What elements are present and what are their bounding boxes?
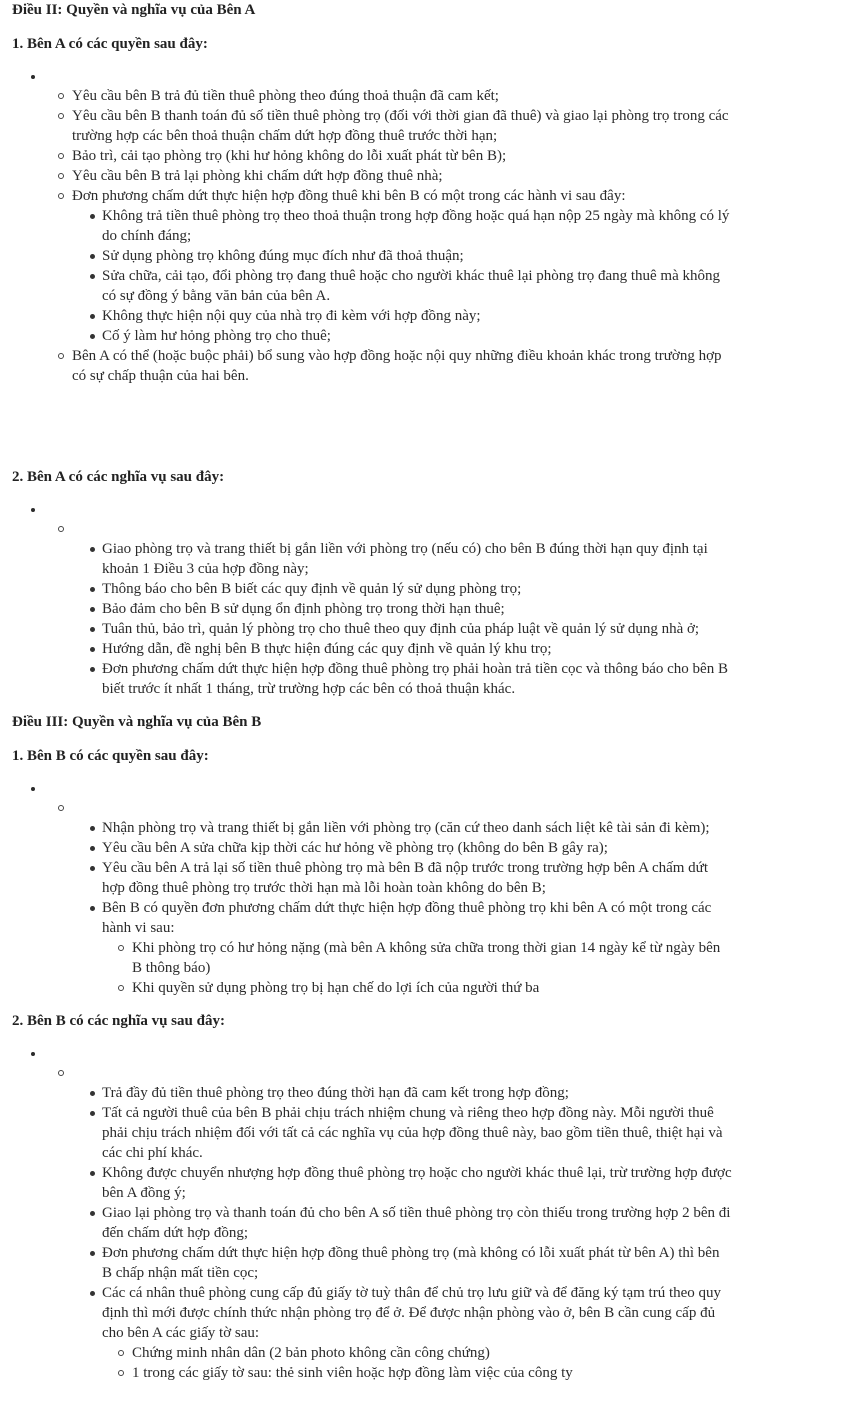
list-item	[12, 1063, 732, 1083]
list-item: Chứng minh nhân dân (2 bản photo không cần công chứng)	[12, 1343, 732, 1363]
list-item: Thông báo cho bên B biết các quy định về quản lý sử dụng phòng trọ;	[12, 579, 732, 599]
list-item: 1 trong các giấy tờ sau: thẻ sinh viên hoặc hợp đồng làm việc của công ty	[12, 1363, 732, 1383]
bullet-icon	[90, 1251, 95, 1256]
circle-bullet-icon	[118, 1350, 124, 1356]
bullet-icon	[90, 607, 95, 612]
list-item: Sử dụng phòng trọ không đúng mục đích như đã thoả thuận;	[12, 246, 732, 266]
circle-bullet-icon	[58, 353, 64, 359]
list-item: Hướng dẫn, đề nghị bên B thực hiện đúng các quy định về quản lý khu trọ;	[12, 639, 732, 659]
bullet-icon	[90, 906, 95, 911]
party-b-rights-heading: 1. Bên B có các quyền sau đây:	[12, 748, 209, 764]
bullet-icon	[90, 647, 95, 652]
bullet-icon	[90, 587, 95, 592]
circle-bullet-icon	[58, 805, 64, 811]
list-item: Sửa chữa, cải tạo, đổi phòng trọ đang thuê hoặc cho người khác thuê lại phòng trọ đang thuê mà không có sự đồng ý bằng văn bản của bên A.	[12, 266, 732, 306]
required-documents-list	[12, 1343, 732, 1383]
bullet-icon	[90, 866, 95, 871]
list-item: Không được chuyển nhượng hợp đồng thuê phòng trọ hoặc cho người khác thuê lại, trừ trường hợp được bên A đồng ý;	[12, 1163, 732, 1203]
list-bullet	[12, 499, 732, 519]
list-item: Yêu cầu bên A sửa chữa kịp thời các hư hỏng về phòng trọ (không do bên B gây ra);	[12, 838, 732, 858]
list-item: Giao phòng trọ và trang thiết bị gắn liền với phòng trọ (nếu có) cho bên B đúng thời hạn quy định tại khoản 1 Điều 3 của hợp đồng này;	[12, 539, 732, 579]
bullet-icon	[90, 1091, 95, 1096]
bullet-icon	[90, 627, 95, 632]
circle-bullet-icon	[118, 985, 124, 991]
list-item: Yêu cầu bên B trả lại phòng khi chấm dứt hợp đồng thuê nhà;	[12, 166, 732, 186]
list-item	[12, 519, 732, 539]
list-item: Yêu cầu bên B thanh toán đủ số tiền thuê phòng trọ (đối với thời gian đã thuê) và giao lại phòng trọ trong các trường hợp các bên thoả thuận chấm dứt hợp đồng thuê trước thời hạn;	[12, 106, 732, 146]
list-item: Tuân thủ, bảo trì, quản lý phòng trọ cho thuê theo quy định của pháp luật về quản lý sử dụng nhà ở;	[12, 619, 732, 639]
bullet-icon	[90, 274, 95, 279]
party-a-rights-items	[12, 86, 732, 206]
bullet-icon	[90, 334, 95, 339]
list-bullet	[12, 778, 732, 798]
list-item: Không trả tiền thuê phòng trọ theo thoả thuận trong hợp đồng hoặc quá hạn nộp 25 ngày mà không có lý do chính đáng;	[12, 206, 732, 246]
list-item: Đơn phương chấm dứt thực hiện hợp đồng thuê khi bên B có một trong các hành vi sau đây:	[12, 186, 732, 206]
bullet-icon	[90, 254, 95, 259]
party-a-rights-heading: 1. Bên A có các quyền sau đây:	[12, 36, 208, 52]
list-item: Các cá nhân thuê phòng cung cấp đủ giấy tờ tuỳ thân để chủ trọ lưu giữ và để đăng ký tạm trú theo quy định thì mới được chính thức nhận phòng trọ để ở. Để được nhận phòng vào ở, bên B cần cung cấp đủ cho bên A các giấy tờ sau:	[12, 1283, 732, 1343]
bullet-icon	[90, 1111, 95, 1116]
list-item: Bảo trì, cải tạo phòng trọ (khi hư hỏng không do lỗi xuất phát từ bên B);	[12, 146, 732, 166]
list-item: Khi phòng trọ có hư hỏng nặng (mà bên A không sửa chữa trong thời gian 14 ngày kể từ ngày bên B thông báo)	[12, 938, 732, 978]
article-2-title: Điều II: Quyền và nghĩa vụ của Bên A	[12, 2, 256, 18]
bullet-icon	[90, 1211, 95, 1216]
list-item: Bảo đảm cho bên B sử dụng ổn định phòng trọ trong thời hạn thuê;	[12, 599, 732, 619]
list-item: Cố ý làm hư hỏng phòng trọ cho thuê;	[12, 326, 732, 346]
bullet-icon	[90, 547, 95, 552]
list-item: Tất cả người thuê của bên B phải chịu trách nhiệm chung và riêng theo hợp đồng này. Mỗi người thuê phải chịu trách nhiệm đối với tất cả các nghĩa vụ của hợp đồng thuê này, bao gồm tiền thuê, thiệt hại và các chi phí khác.	[12, 1103, 732, 1163]
party-b-duties-list	[12, 1043, 732, 1083]
circle-bullet-icon	[58, 153, 64, 159]
list-item: Đơn phương chấm dứt thực hiện hợp đồng thuê phòng trọ phải hoàn trả tiền cọc và thông báo cho bên B biết trước ít nhất 1 tháng, trừ trường hợp các bên có thoả thuận khác.	[12, 659, 732, 699]
list-item: Không thực hiện nội quy của nhà trọ đi kèm với hợp đồng này;	[12, 306, 732, 326]
list-item: Đơn phương chấm dứt thực hiện hợp đồng thuê phòng trọ (mà không có lỗi xuất phát từ bên A) thì bên B chấp nhận mất tiền cọc;	[12, 1243, 732, 1283]
circle-bullet-icon	[58, 526, 64, 532]
party-b-rights-list	[12, 778, 732, 818]
bullet-icon	[90, 1291, 95, 1296]
party-a-duties-heading: 2. Bên A có các nghĩa vụ sau đây:	[12, 469, 225, 485]
circle-bullet-icon	[58, 1070, 64, 1076]
list-item: Nhận phòng trọ và trang thiết bị gắn liền với phòng trọ (căn cứ theo danh sách liệt kê tài sản đi kèm);	[12, 818, 732, 838]
list-item: Bên A có thể (hoặc buộc phải) bổ sung vào hợp đồng hoặc nội quy những điều khoản khác trong trường hợp có sự chấp thuận của hai bên.	[12, 346, 732, 386]
circle-bullet-icon	[58, 93, 64, 99]
party-b-rights-items	[12, 818, 732, 938]
list-item: Yêu cầu bên B trả đủ tiền thuê phòng theo đúng thoả thuận đã cam kết;	[12, 86, 732, 106]
party-a-duties-list	[12, 499, 732, 539]
contract-document	[12, 0, 732, 1383]
bullet-icon	[90, 667, 95, 672]
list-item: Bên B có quyền đơn phương chấm dứt thực hiện hợp đồng thuê phòng trọ khi bên A có một trong các hành vi sau:	[12, 898, 732, 938]
list-item: Khi quyền sử dụng phòng trọ bị hạn chế do lợi ích của người thứ ba	[12, 978, 732, 998]
list-bullet	[12, 66, 732, 86]
list-item: Giao lại phòng trọ và thanh toán đủ cho bên A số tiền thuê phòng trọ còn thiếu trong trường hợp 2 bên đi đến chấm dứt hợp đồng;	[12, 1203, 732, 1243]
party-b-duties-heading: 2. Bên B có các nghĩa vụ sau đây:	[12, 1013, 225, 1029]
circle-bullet-icon	[58, 193, 64, 199]
circle-bullet-icon	[118, 945, 124, 951]
party-a-rights-extra	[12, 346, 732, 386]
bullet-icon	[90, 1171, 95, 1176]
termination-grounds-list	[12, 206, 732, 346]
party-b-duties-items	[12, 1083, 732, 1343]
party-a-rights-list	[12, 66, 732, 86]
article-3-title: Điều III: Quyền và nghĩa vụ của Bên B	[12, 714, 262, 730]
party-b-termination-list	[12, 938, 732, 998]
bullet-icon	[90, 846, 95, 851]
party-a-duties-items	[12, 539, 732, 699]
bullet-icon	[90, 826, 95, 831]
list-item	[12, 798, 732, 818]
list-item: Yêu cầu bên A trả lại số tiền thuê phòng trọ mà bên B đã nộp trước trong trường hợp bên A chấm dứt hợp đồng thuê phòng trọ trước thời hạn mà lỗi hoàn toàn không do bên B;	[12, 858, 732, 898]
circle-bullet-icon	[58, 113, 64, 119]
circle-bullet-icon	[118, 1370, 124, 1376]
list-item: Trả đầy đủ tiền thuê phòng trọ theo đúng thời hạn đã cam kết trong hợp đồng;	[12, 1083, 732, 1103]
circle-bullet-icon	[58, 173, 64, 179]
bullet-icon	[90, 314, 95, 319]
bullet-icon	[90, 214, 95, 219]
list-bullet	[12, 1043, 732, 1063]
